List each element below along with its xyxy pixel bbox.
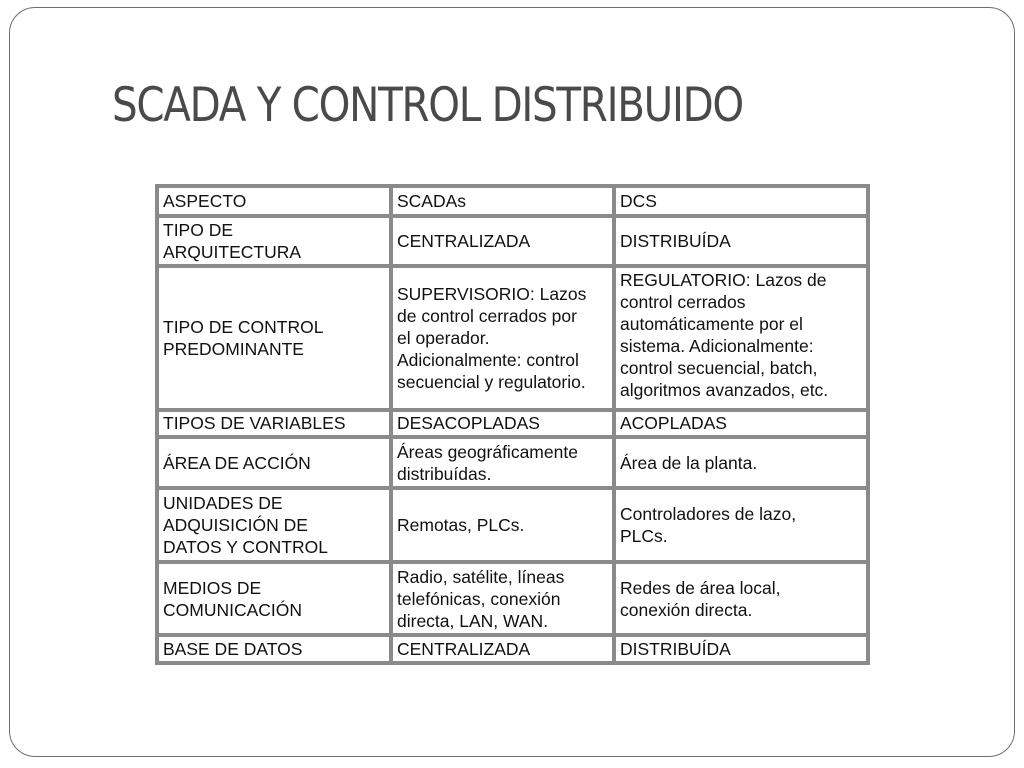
table-row xyxy=(159,268,866,408)
row-dcs-cell xyxy=(616,268,866,408)
cell-line: algoritmos avanzados, etc. xyxy=(620,379,829,400)
cell-line: ACOPLADAS xyxy=(620,413,727,434)
cell-line: PREDOMINANTE xyxy=(163,338,304,359)
cell-line: Remotas, PLCs. xyxy=(397,515,525,536)
cell-line: Área de la planta. xyxy=(620,452,758,473)
cell-line: CENTRALIZADA xyxy=(397,639,531,660)
row-scada-cell xyxy=(393,218,612,264)
row-scada-cell xyxy=(393,268,612,408)
row-aspect-cell xyxy=(159,412,389,436)
row-scada-cell xyxy=(393,564,612,634)
comparison-table-grid xyxy=(155,184,870,665)
table-header-row xyxy=(159,188,866,214)
cell-line: REGULATORIO: Lazos de xyxy=(620,269,827,290)
cell-line: Adicionalmente: control xyxy=(397,349,579,370)
cell-line: SUPERVISORIO: Lazos xyxy=(397,283,587,304)
cell-line: DISTRIBUÍDA xyxy=(620,639,731,660)
cell-line: de control cerrados por xyxy=(397,305,577,326)
cell-line: TIPO DE CONTROL xyxy=(163,316,324,337)
cell-line: BASE DE DATOS xyxy=(163,639,303,660)
table-row xyxy=(159,218,866,264)
table-row xyxy=(159,412,866,436)
table-row xyxy=(159,490,866,560)
cell-line: control cerrados xyxy=(620,291,746,312)
cell-line: directa, LAN, WAN. xyxy=(397,610,549,631)
row-dcs-cell xyxy=(616,218,866,264)
row-dcs-cell xyxy=(616,564,866,634)
slide-title: SCADA Y CONTROL DISTRIBUIDO xyxy=(112,78,743,133)
header-cell-scada: SCADAs xyxy=(393,188,612,214)
comparison-table xyxy=(155,184,870,665)
cell-line: distribuídas. xyxy=(397,463,492,484)
cell-line: sistema. Adicionalmente: xyxy=(620,335,814,356)
row-aspect-cell xyxy=(159,268,389,408)
cell-line: Redes de área local, xyxy=(620,577,781,598)
row-dcs-cell xyxy=(616,490,866,560)
cell-line: automáticamente por el xyxy=(620,313,803,334)
cell-line: secuencial y regulatorio. xyxy=(397,371,586,392)
row-dcs-cell xyxy=(616,439,866,486)
cell-line: ARQUITECTURA xyxy=(163,241,302,262)
cell-line: DISTRIBUÍDA xyxy=(620,230,731,251)
cell-line: ÁREA DE ACCIÓN xyxy=(163,452,311,473)
row-dcs-cell xyxy=(616,412,866,436)
cell-line: ADQUISICIÓN DE xyxy=(163,515,308,536)
row-scada-cell xyxy=(393,637,612,661)
row-aspect-cell xyxy=(159,439,389,486)
row-aspect-cell xyxy=(159,218,389,264)
cell-line: telefónicas, conexión xyxy=(397,588,561,609)
cell-line: CENTRALIZADA xyxy=(397,230,531,251)
cell-line: TIPOS DE VARIABLES xyxy=(163,413,346,434)
row-aspect-cell xyxy=(159,564,389,634)
cell-line: control secuencial, batch, xyxy=(620,357,818,378)
cell-line: PLCs. xyxy=(620,526,668,547)
row-scada-cell xyxy=(393,490,612,560)
cell-line: DATOS Y CONTROL xyxy=(163,537,328,558)
cell-line: Controladores de lazo, xyxy=(620,504,797,525)
cell-line: Áreas geográficamente xyxy=(397,441,578,462)
cell-line: Radio, satélite, líneas xyxy=(397,566,565,587)
row-scada-cell xyxy=(393,439,612,486)
cell-line: DESACOPLADAS xyxy=(397,413,540,434)
cell-line: MEDIOS DE xyxy=(163,577,262,598)
row-aspect-cell xyxy=(159,637,389,661)
cell-line: el operador. xyxy=(397,327,490,348)
cell-line: UNIDADES DE xyxy=(163,493,283,514)
header-cell-aspect: ASPECTO xyxy=(159,188,389,214)
cell-line: COMUNICACIÓN xyxy=(163,599,303,620)
row-aspect-cell xyxy=(159,490,389,560)
header-cell-dcs: DCS xyxy=(616,188,866,214)
cell-line: conexión directa. xyxy=(620,599,753,620)
table-row xyxy=(159,564,866,634)
row-dcs-cell xyxy=(616,637,866,661)
table-row xyxy=(159,439,866,486)
row-scada-cell xyxy=(393,412,612,436)
cell-line: TIPO DE xyxy=(163,219,234,240)
table-row xyxy=(159,637,866,661)
